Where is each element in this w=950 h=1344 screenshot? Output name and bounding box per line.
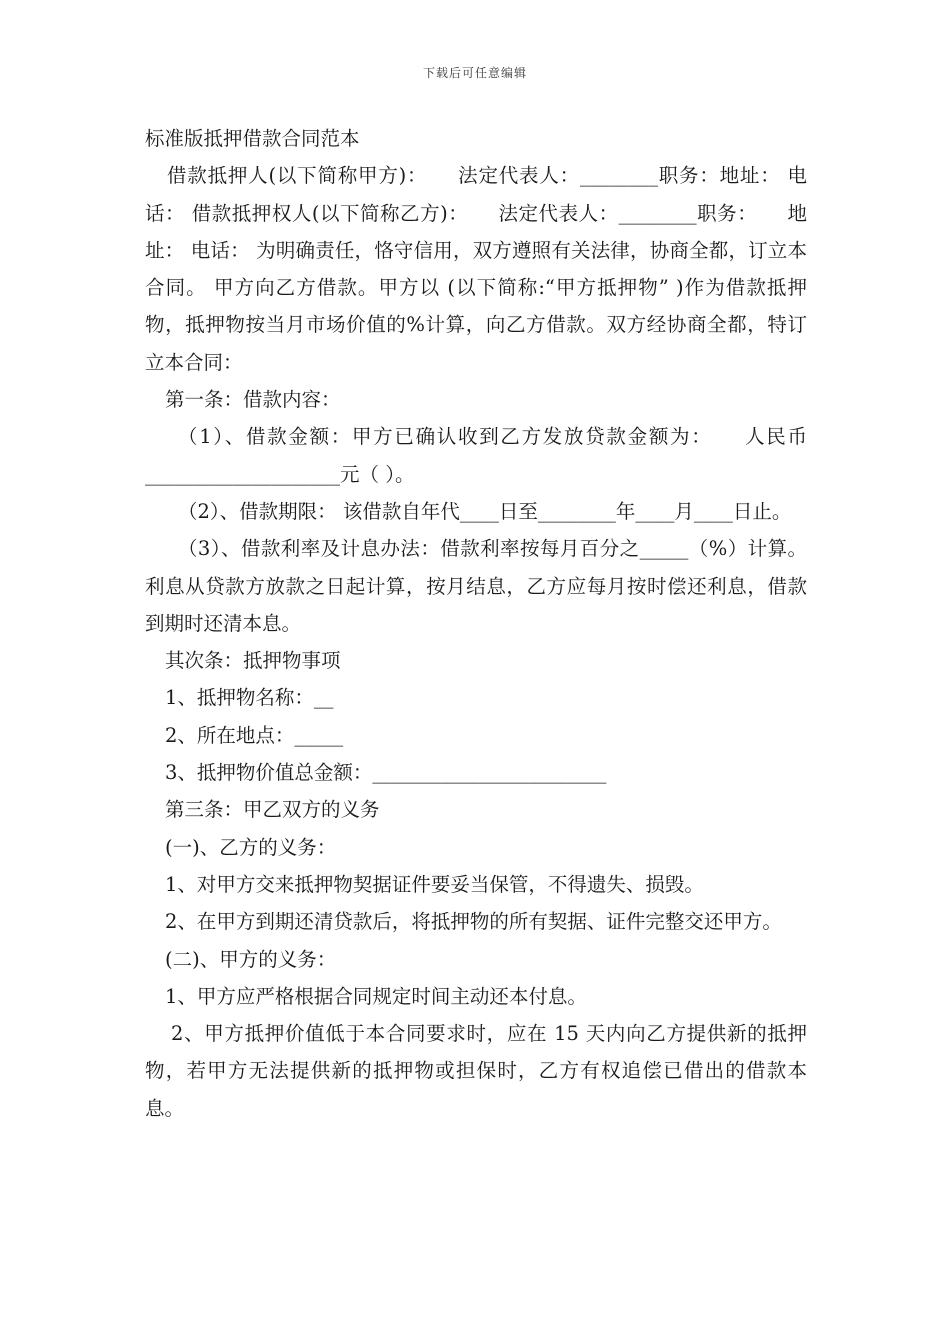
article1-heading: 第一条：借款内容： <box>165 388 341 412</box>
article1-item3: （3）、借款利率及计息办法：借款利率按每月百分之_____（%）计算。利息从贷款方放款之日起计算，按月结息，乙方应每月按时偿还利息，借款到期时还清本息。 <box>145 537 807 635</box>
document-title: 标准版抵押借款合同范本 <box>145 127 360 150</box>
article3-sub1-item1: 1、对甲方交来抵押物契据证件要妥当保管，不得遗失、损毁。 <box>165 872 704 896</box>
article3-sub1-heading: (一)、乙方的义务： <box>165 835 337 859</box>
intro-paragraph: 借款抵押人(以下简称甲方)： 法定代表人：________职务：地址： 电话： 借款抵押权人(以下简称乙方)： 法定代表人：________职务： 地址： 电话： 为明确责任，恪守信用，双方遵照有关法律，协商全都，订立本合同。 甲方向乙方借款。甲方以 (以下简称:“甲方抵押物” )作为借款抵押物，抵押物按当月市场价值的%计算，向乙方借款。双方经协商全都，特订立本合同： <box>145 164 807 374</box>
article3-heading: 第三条：甲乙双方的义务 <box>165 798 380 822</box>
article3-sub2-item2: 2、甲方抵押价值低于本合同要求时，应在 15 天内向乙方提供新的抵押物，若甲方无法提供新的抵押物或担保时，乙方有权追偿已借出的借款本息。 <box>145 1022 807 1120</box>
article2-heading: 其次条：抵押物事项 <box>165 649 341 673</box>
article2-item1: 1、抵押物名称：__ <box>165 686 334 710</box>
article3-sub2-heading: (二)、甲方的义务： <box>165 947 337 971</box>
article3-sub2-item1: 1、甲方应严格根据合同规定时间主动还本付息。 <box>165 984 587 1008</box>
article1-item2: （2）、借款期限： 该借款自年代____日至________年____月____日止。 <box>178 499 792 523</box>
article3-sub1-item2: 2、在甲方到期还清贷款后，将抵押物的所有契据、证件完整交还甲方。 <box>165 910 782 934</box>
article1-item1: （1）、借款金额：甲方已确认收到乙方发放贷款金额为： 人民币____________________元（ ）。 <box>145 425 807 486</box>
page-header: 下载后可任意编辑 <box>422 66 527 80</box>
article2-item3: 3、抵押物价值总金额：________________________ <box>165 761 607 785</box>
article2-item2: 2、所在地点：_____ <box>165 723 344 747</box>
contract-body <box>145 120 807 1127</box>
